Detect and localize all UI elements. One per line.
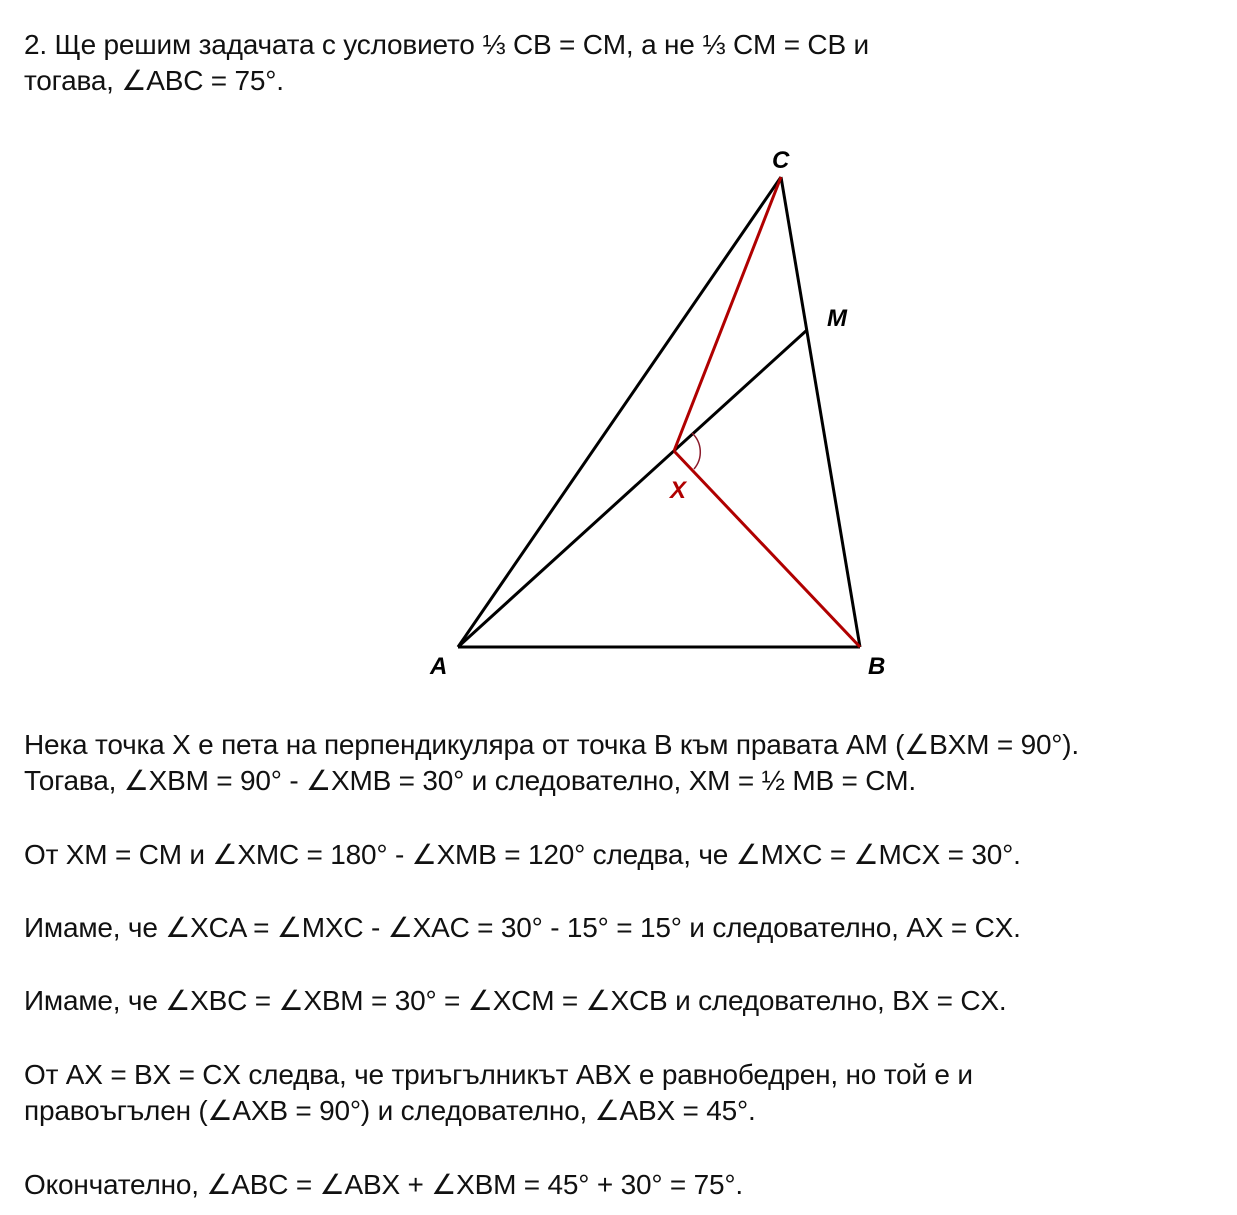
label-a: A: [430, 653, 448, 680]
solution-line-7: правоъгълен (∠AXB = 90°) и следователно, ∠ABX = 45°.: [24, 1095, 756, 1126]
solution-line-5: Имаме, че ∠XBC = ∠XBM = 30° = ∠XCM = ∠XCB и следователно, BX = CX.: [24, 985, 1007, 1016]
solution-line-4: Имаме, че ∠XCA = ∠MXC - ∠XAC = 30° - 15° = 15° и следователно, AX = CX.: [24, 912, 1021, 943]
solution-line-1: Нека точка X е пета на перпендикуляра от точка B към правата AM (∠BXM = 90°).: [24, 729, 1080, 760]
label-b: B: [868, 653, 886, 680]
solution-line-8: Окончателно, ∠ABC = ∠ABX + ∠XBM = 45° + 30° = 75°.: [24, 1169, 743, 1200]
intro-line-2: тогава, ∠ABC = 75°.: [24, 65, 284, 96]
segment-am: [458, 330, 807, 647]
label-m: M: [827, 305, 847, 332]
label-x: X: [670, 477, 687, 504]
segment-xc: [674, 177, 781, 451]
solution-line-2: Тогава, ∠XBM = 90° - ∠XMB = 30° и следователно, XM = ½ MB = CM.: [24, 765, 916, 796]
solution-line-3: От XM = CM и ∠XMC = 180° - ∠XMB = 120° следва, че ∠MXC = ∠MCX = 30°.: [24, 839, 1021, 870]
intro-line-1: 2. Ще решим задачата с условието ⅓ CB = CM, а не ⅓ CM = CB и: [24, 29, 869, 60]
solution-line-6: От AX = BX = CX следва, че триъгълникът ABX е равнобедрен, но той е и: [24, 1059, 973, 1090]
label-c: C: [772, 147, 790, 174]
right-angle-arc: [692, 433, 700, 469]
segment-ca: [458, 177, 781, 647]
